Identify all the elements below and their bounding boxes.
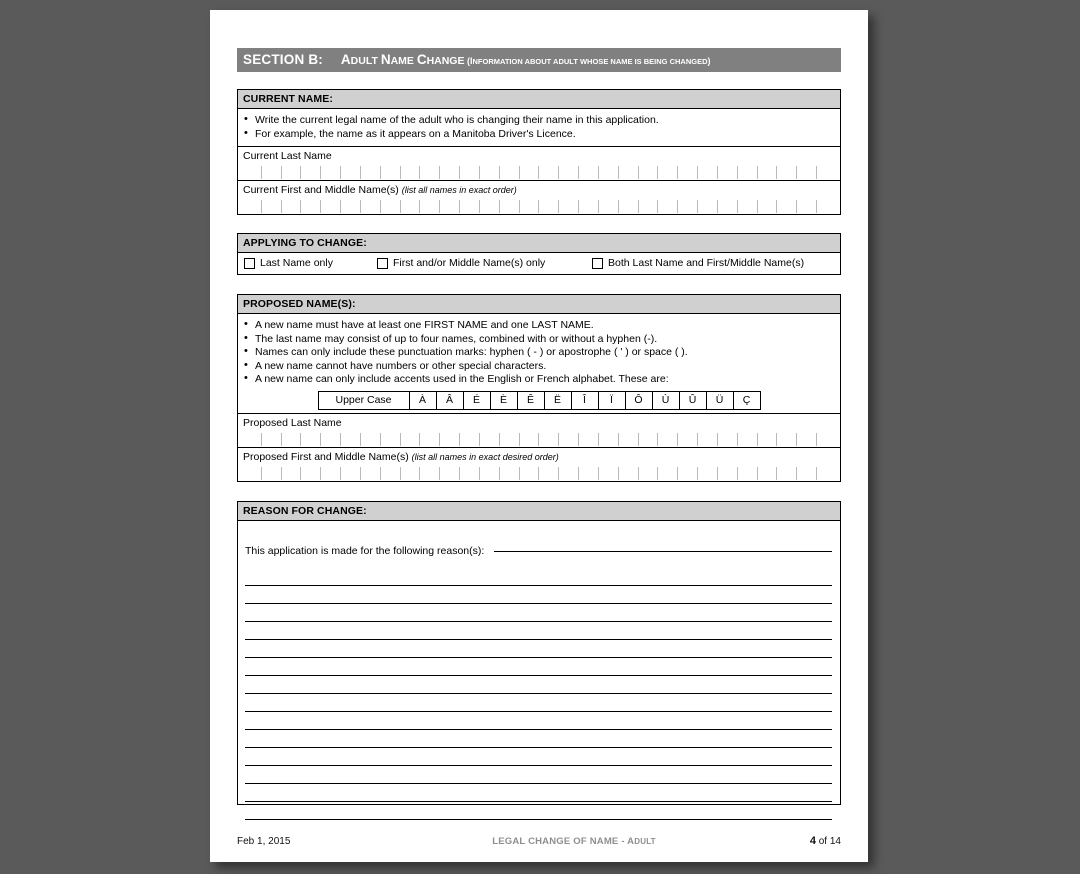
comb-cell[interactable]	[281, 200, 301, 213]
page-footer	[237, 835, 841, 847]
comb-cells[interactable]	[242, 200, 836, 213]
proposed-first-middle-name-field[interactable]	[238, 447, 840, 481]
comb-cell[interactable]	[340, 433, 360, 446]
checkbox-option-first-middle-only[interactable]	[377, 257, 592, 269]
comb-cell[interactable]	[499, 467, 519, 480]
proposed-first-middle-name-label	[238, 448, 840, 463]
comb-cell[interactable]	[281, 433, 301, 446]
comb-cell[interactable]	[796, 166, 816, 179]
comb-cell[interactable]	[459, 200, 479, 213]
reason-blank-line[interactable]	[245, 712, 832, 730]
document-page	[210, 10, 868, 862]
comb-cell[interactable]	[519, 433, 539, 446]
comb-cell[interactable]	[538, 166, 558, 179]
checkbox-icon[interactable]	[377, 258, 388, 269]
applying-to-change-options	[238, 253, 840, 274]
reason-blank-line[interactable]	[245, 766, 832, 784]
section-label: SECTION B:	[243, 52, 324, 67]
accent-table-wrapper	[244, 387, 834, 413]
accent-cell: Ê	[517, 391, 544, 409]
footer-document-title: LEGAL CHANGE OF NAME - ADULT	[492, 836, 656, 847]
comb-cell[interactable]	[261, 467, 281, 480]
comb-cell[interactable]	[816, 200, 836, 213]
reason-blank-line[interactable]	[245, 640, 832, 658]
comb-cell[interactable]	[558, 467, 578, 480]
comb-cell[interactable]	[340, 467, 360, 480]
label-hint: (list all names in exact order)	[401, 185, 517, 195]
comb-cell[interactable]	[380, 433, 400, 446]
reason-blank-lines[interactable]	[238, 568, 840, 820]
checkbox-label: Last Name only	[260, 257, 333, 269]
comb-cell[interactable]	[519, 200, 539, 213]
list-item: • Names can only include these punctuation marks: hyphen ( - ) or apostrophe ( ' ) or space ( ).	[244, 346, 834, 360]
comb-cell[interactable]	[816, 433, 836, 446]
comb-cell[interactable]	[677, 166, 697, 179]
comb-cell[interactable]	[558, 166, 578, 179]
comb-cell[interactable]	[499, 433, 519, 446]
comb-cell[interactable]	[519, 467, 539, 480]
comb-cell[interactable]	[242, 467, 261, 480]
comb-cell[interactable]	[816, 467, 836, 480]
reason-blank-line[interactable]	[245, 730, 832, 748]
list-item: • A new name cannot have numbers or other special characters.	[244, 360, 834, 374]
reason-for-change-heading: REASON FOR CHANGE:	[238, 502, 840, 521]
comb-cell[interactable]	[638, 166, 658, 179]
comb-cell[interactable]	[558, 433, 578, 446]
current-last-name-label: Current Last Name	[243, 150, 332, 162]
comb-cell[interactable]	[677, 433, 697, 446]
reason-blank-line[interactable]	[245, 748, 832, 766]
comb-cell[interactable]	[796, 467, 816, 480]
comb-cell[interactable]	[419, 166, 439, 179]
comb-cell[interactable]	[419, 467, 439, 480]
comb-cell[interactable]	[261, 166, 281, 179]
comb-cell[interactable]	[578, 166, 598, 179]
accent-cell: É	[463, 391, 490, 409]
comb-cells[interactable]	[242, 467, 836, 480]
comb-cells[interactable]	[242, 166, 836, 179]
comb-cell[interactable]	[677, 200, 697, 213]
list-item: • For example, the name as it appears on a Manitoba Driver's Licence.	[244, 128, 834, 142]
comb-cell[interactable]	[816, 166, 836, 179]
comb-cell[interactable]	[419, 433, 439, 446]
comb-cell[interactable]	[300, 433, 320, 446]
comb-cell[interactable]	[657, 200, 677, 213]
checkbox-icon[interactable]	[592, 258, 603, 269]
accent-row-label: Upper Case	[318, 391, 409, 409]
list-item: • A new name can only include accents used in the English or French alphabet. These are:	[244, 373, 834, 387]
comb-cell[interactable]	[340, 166, 360, 179]
comb-cell[interactable]	[459, 166, 479, 179]
comb-cell[interactable]	[281, 467, 301, 480]
comb-cell[interactable]	[360, 166, 380, 179]
comb-cell[interactable]	[281, 166, 301, 179]
accent-cell: Ç	[733, 391, 760, 409]
accent-character-table	[318, 391, 761, 410]
comb-cell[interactable]	[360, 200, 380, 213]
reason-blank-line[interactable]	[245, 604, 832, 622]
comb-cell[interactable]	[479, 166, 499, 179]
accent-cell: Ë	[544, 391, 571, 409]
comb-cell[interactable]	[796, 433, 816, 446]
comb-cell[interactable]	[578, 200, 598, 213]
comb-cell[interactable]	[320, 200, 340, 213]
comb-cell[interactable]	[538, 200, 558, 213]
accent-cell: Ï	[598, 391, 625, 409]
comb-cell[interactable]	[737, 200, 757, 213]
label-hint: (list all names in exact desired order)	[411, 451, 559, 462]
comb-cell[interactable]	[757, 433, 777, 446]
comb-cell[interactable]	[598, 433, 618, 446]
comb-cell[interactable]	[261, 433, 281, 446]
comb-cell[interactable]	[657, 166, 677, 179]
accent-cell: À	[409, 391, 436, 409]
reason-blank-line[interactable]	[245, 694, 832, 712]
comb-cell[interactable]	[380, 200, 400, 213]
comb-cell[interactable]	[360, 467, 380, 480]
comb-cell[interactable]	[419, 200, 439, 213]
comb-cell[interactable]	[400, 467, 420, 480]
page-content	[237, 48, 841, 805]
comb-cell[interactable]	[737, 166, 757, 179]
list-item: • The last name may consist of up to four names, combined with or without a hyphen (-).	[244, 333, 834, 347]
checkbox-option-both[interactable]	[592, 257, 804, 269]
comb-cell[interactable]	[657, 467, 677, 480]
comb-cell[interactable]	[459, 467, 479, 480]
comb-cell[interactable]	[380, 467, 400, 480]
comb-cell[interactable]	[340, 200, 360, 213]
comb-cell[interactable]	[578, 433, 598, 446]
comb-cell[interactable]	[737, 433, 757, 446]
comb-cells[interactable]	[242, 433, 836, 446]
comb-cell[interactable]	[776, 433, 796, 446]
comb-cell[interactable]	[479, 200, 499, 213]
accent-cell: Î	[571, 391, 598, 409]
list-item: • A new name must have at least one FIRST NAME and one LAST NAME.	[244, 319, 834, 333]
comb-cell[interactable]	[638, 200, 658, 213]
footer-page-number	[721, 835, 841, 847]
proposed-names-bullet-list	[244, 319, 834, 387]
checkbox-icon[interactable]	[244, 258, 255, 269]
comb-cell[interactable]	[638, 433, 658, 446]
current-first-middle-name-field[interactable]	[238, 180, 840, 214]
comb-cell[interactable]	[300, 467, 320, 480]
accent-cell: Û	[679, 391, 706, 409]
reason-blank-line[interactable]	[245, 784, 832, 802]
comb-cell[interactable]	[697, 166, 717, 179]
comb-cell[interactable]	[697, 467, 717, 480]
comb-cell[interactable]	[598, 200, 618, 213]
comb-cell[interactable]	[578, 467, 598, 480]
comb-cell[interactable]	[638, 467, 658, 480]
comb-cell[interactable]	[439, 200, 459, 213]
comb-cell[interactable]	[242, 166, 261, 179]
comb-cell[interactable]	[242, 200, 261, 213]
comb-cell[interactable]	[400, 200, 420, 213]
section-title: ADULT NAME CHANGE	[340, 52, 465, 67]
comb-cell[interactable]	[657, 433, 677, 446]
comb-cell[interactable]	[737, 467, 757, 480]
label-text: Proposed First and Middle Name(s)	[243, 450, 409, 463]
checkbox-option-last-name-only[interactable]	[244, 257, 377, 269]
comb-cell[interactable]	[598, 166, 618, 179]
section-subtitle: (INFORMATION ABOUT ADULT WHOSE NAME IS BEING CHANGED)	[464, 56, 711, 66]
footer-date: Feb 1, 2015	[237, 836, 291, 847]
label-text: Current First and Middle Name(s)	[243, 184, 399, 196]
comb-cell[interactable]	[697, 433, 717, 446]
comb-cell[interactable]	[717, 166, 737, 179]
reason-for-change-body	[238, 521, 840, 804]
proposed-names-heading: PROPOSED NAME(S):	[238, 295, 840, 314]
comb-cell[interactable]	[618, 467, 638, 480]
checkbox-label: First and/or Middle Name(s) only	[393, 257, 546, 269]
reason-write-line[interactable]	[494, 550, 832, 552]
comb-cell[interactable]	[242, 433, 261, 446]
comb-cell[interactable]	[796, 200, 816, 213]
comb-cell[interactable]	[459, 433, 479, 446]
comb-cell[interactable]	[558, 200, 578, 213]
comb-cell[interactable]	[717, 200, 737, 213]
current-name-bullet-list	[244, 114, 834, 141]
comb-cell[interactable]	[479, 467, 499, 480]
comb-cell[interactable]	[499, 200, 519, 213]
comb-cell[interactable]	[261, 200, 281, 213]
comb-cell[interactable]	[439, 467, 459, 480]
proposed-names-block	[237, 294, 841, 482]
reason-blank-line[interactable]	[245, 586, 832, 604]
reason-blank-line[interactable]	[245, 802, 832, 820]
proposed-names-instructions	[238, 314, 840, 413]
current-first-middle-name-label	[238, 181, 840, 196]
section-title-bar	[237, 48, 841, 72]
comb-cell[interactable]	[757, 200, 777, 213]
current-name-instructions	[238, 109, 840, 146]
comb-cell[interactable]	[776, 467, 796, 480]
comb-cell[interactable]	[776, 200, 796, 213]
list-item: • Write the current legal name of the adult who is changing their name in this application.	[244, 114, 834, 128]
comb-cell[interactable]	[776, 166, 796, 179]
comb-cell[interactable]	[320, 467, 340, 480]
comb-cell[interactable]	[697, 200, 717, 213]
comb-cell[interactable]	[538, 467, 558, 480]
comb-cell[interactable]	[400, 166, 420, 179]
comb-cell[interactable]	[618, 433, 638, 446]
accent-cell: Â	[436, 391, 463, 409]
comb-cell[interactable]	[300, 166, 320, 179]
table-row	[318, 391, 760, 409]
accent-cell: Ô	[625, 391, 652, 409]
current-name-block	[237, 89, 841, 215]
comb-cell[interactable]	[360, 433, 380, 446]
comb-cell[interactable]	[479, 433, 499, 446]
reason-prompt-text: This application is made for the following reason(s):	[245, 544, 485, 557]
comb-cell[interactable]	[499, 166, 519, 179]
comb-cell[interactable]	[439, 166, 459, 179]
reason-blank-line[interactable]	[245, 658, 832, 676]
comb-cell[interactable]	[677, 467, 697, 480]
accent-cell: Ù	[652, 391, 679, 409]
reason-blank-line[interactable]	[245, 622, 832, 640]
proposed-last-name-label: Proposed Last Name	[243, 416, 342, 429]
reason-blank-line[interactable]	[245, 568, 832, 586]
comb-cell[interactable]	[300, 200, 320, 213]
comb-cell[interactable]	[538, 433, 558, 446]
comb-cell[interactable]	[618, 200, 638, 213]
comb-cell[interactable]	[717, 467, 737, 480]
accent-cell: Ü	[706, 391, 733, 409]
applying-to-change-block	[237, 233, 841, 275]
comb-cell[interactable]	[519, 166, 539, 179]
applying-to-change-heading: APPLYING TO CHANGE:	[238, 234, 840, 253]
comb-cell[interactable]	[320, 166, 340, 179]
comb-cell[interactable]	[439, 433, 459, 446]
comb-cell[interactable]	[757, 467, 777, 480]
comb-cell[interactable]	[400, 433, 420, 446]
reason-for-change-block	[237, 501, 841, 805]
reason-prompt-row	[238, 521, 840, 557]
footer-page-total: of 14	[815, 836, 841, 847]
comb-cell[interactable]	[598, 467, 618, 480]
reason-blank-line[interactable]	[245, 676, 832, 694]
footer-page-current: 4	[809, 835, 816, 847]
comb-cell[interactable]	[757, 166, 777, 179]
proposed-last-name-field[interactable]	[238, 413, 840, 447]
comb-cell[interactable]	[618, 166, 638, 179]
current-last-name-field[interactable]	[238, 146, 840, 180]
accent-cell: È	[490, 391, 517, 409]
comb-cell[interactable]	[320, 433, 340, 446]
comb-cell[interactable]	[380, 166, 400, 179]
comb-cell[interactable]	[717, 433, 737, 446]
checkbox-label: Both Last Name and First/Middle Name(s)	[608, 257, 805, 269]
current-name-heading: CURRENT NAME:	[238, 90, 840, 109]
